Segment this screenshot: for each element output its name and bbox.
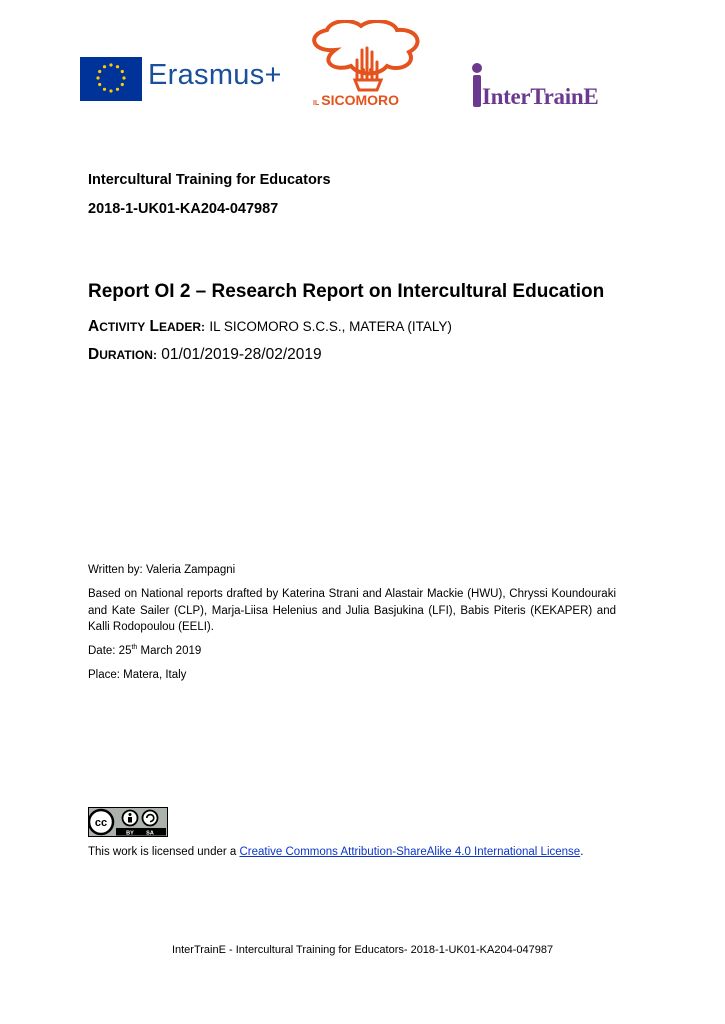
- duration-value: 01/01/2019-28/02/2019: [161, 346, 322, 363]
- cc-badge-by-label: BY: [126, 830, 134, 837]
- cc-license-link[interactable]: Creative Commons Attribution-ShareAlike 4.0 International License: [239, 846, 581, 858]
- sicomoro-wordmark: IL SICOMORO: [313, 92, 400, 108]
- report-title: Report OI 2 – Research Report on Intercultural Education: [88, 281, 605, 302]
- project-code: 2018-1-UK01-KA204-047987: [88, 201, 279, 217]
- intertraine-wordmark: InterTrainE: [482, 84, 599, 109]
- eu-flag-icon: [80, 57, 142, 101]
- duration-line: [88, 346, 322, 364]
- activity-leader-value: IL SICOMORO S.C.S., MATERA (ITALY): [209, 319, 452, 334]
- place-line: Place: Matera, Italy: [88, 669, 187, 681]
- date-line: Date: 25th March 2019: [88, 644, 202, 657]
- cc-by-sa-badge: [88, 807, 168, 837]
- page-footer: InterTrainE - Intercultural Training for Educators- 2018-1-UK01-KA204-047987: [171, 944, 554, 956]
- license-statement: This work is licensed under a Creative Commons Attribution-ShareAlike 4.0 International License.: [88, 846, 584, 858]
- tree-hand-icon: [305, 20, 429, 92]
- sa-icon: [143, 811, 158, 826]
- written-by: Written by: Valeria Zampagni: [88, 564, 236, 576]
- cc-badge-sa-label: SA: [146, 830, 154, 837]
- activity-leader-line: [88, 318, 452, 336]
- duration-label: DURATION:: [88, 346, 157, 363]
- project-title: Intercultural Training for Educators: [88, 172, 331, 188]
- erasmus-plus-logo: [80, 57, 280, 101]
- il-sicomoro-logo: [305, 20, 429, 115]
- activity-leader-label: ACTIVITY LEADER:: [88, 318, 206, 335]
- based-on-reports: Based on National reports drafted by Katerina Strani and Alastair Mackie (HWU), Chryssi Koundouraki and Kate Sailer (CLP), Marja-Liisa Helenius and Julia Basjukina (LFI), Babis Piteris (KEKAPER) and Kalli Rodopoulou (EELI).: [88, 588, 616, 633]
- cc-badge-text: cc: [94, 817, 108, 829]
- intertraine-logo: [470, 60, 630, 110]
- erasmus-plus-wordmark: Erasmus+: [148, 59, 282, 91]
